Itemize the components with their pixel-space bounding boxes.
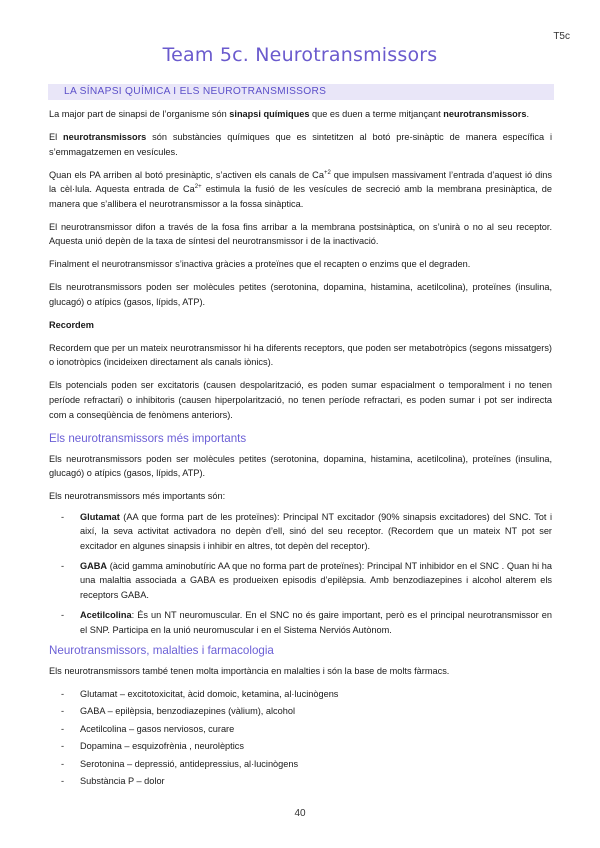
dash-marker: - xyxy=(61,758,65,769)
section-heading-sinapsi: LA SÍNAPSI QUÍMICA I ELS NEUROTRANSMISSORS xyxy=(48,84,554,100)
section-heading-malalties: Neurotransmissors, malalties i farmacologia xyxy=(49,644,274,658)
paragraph-list-intro: Els neurotransmissors més importants són: xyxy=(49,491,226,502)
list-item xyxy=(61,687,552,701)
text-run: GABA – epilèpsia, benzodiazepines (vàlium), alcohol xyxy=(80,706,296,717)
text-run: que impulsen massivament l’entrada d’aquest ió dins la cèl·lula. Aquesta entrada de Ca xyxy=(49,169,552,195)
text-run: Substància P – dolor xyxy=(80,776,165,787)
recordem-label xyxy=(49,318,552,333)
superscript: 2+ xyxy=(194,184,202,191)
paragraph-types: Els neurotransmissors poden ser molècules petites (serotonina, dopamina, histamina, acetilcolina), proteïnes (insulina, glucagó) o atípics (gasos, lípids, ATP). xyxy=(49,282,552,307)
text-run: Quan els PA arriben al botó presinàptic, s’activen els canals de Ca xyxy=(49,169,324,180)
list-item xyxy=(61,739,552,753)
chapter-label: T5c xyxy=(553,31,570,42)
dash-marker: - xyxy=(61,723,65,734)
section-heading-importants: Els neurotransmissors més importants xyxy=(49,431,247,445)
text-run: (àcid gamma aminobutíric AA que no forma part de proteïnes): Principal NT inhibidor en el SNC . Quan hi ha una malaltia associada a GABA es produeixen episodis d’epilèpsia. Amb benzodiazepines i alcohol alterem els receptors GABA. xyxy=(80,561,552,600)
dash-marker: - xyxy=(61,561,65,571)
text-run: : És un NT neuromuscular. En el SNC no és gaire important, però es el principal neurotransmissor en el SNP. Participa en la unió neuromuscular i en el Sistema Nerviós Autònom. xyxy=(80,610,552,635)
bold-term: neurotransmissors xyxy=(443,109,527,119)
list-item xyxy=(61,774,552,788)
paragraph-types-2: Els neurotransmissors poden ser molècules petites (serotonina, dopamina, histamina, acetilcolina), proteïnes (insulina, glucagó) o atípics (gasos, lípids, ATP). xyxy=(49,453,552,479)
dash-marker: - xyxy=(61,689,65,700)
bold-term: Glutamat xyxy=(80,511,120,522)
bold-term: GABA xyxy=(80,561,108,571)
list-item-glutamat xyxy=(61,510,552,553)
list-item xyxy=(61,704,552,718)
page-title: Team 5c. Neurotransmissors xyxy=(162,44,438,66)
dash-marker: - xyxy=(61,706,65,717)
text-run: estimula la fusió de les vesícules de secreció amb la membrana presinàptica, de manera que s’allibera el neurotransmissor a la fossa sinàptica. xyxy=(49,184,552,209)
list-item-gaba xyxy=(61,559,552,602)
paragraph-definition xyxy=(49,130,552,159)
list-item xyxy=(61,722,552,736)
superscript: +2 xyxy=(323,169,331,176)
bold-term: Acetilcolina xyxy=(80,610,132,621)
list-item xyxy=(61,757,552,771)
paragraph-malalties-intro: Els neurotransmissors també tenen molta importància en malalties i són la base de molts fàrmacs. xyxy=(49,666,450,677)
text-run: . xyxy=(526,109,530,119)
dash-marker: - xyxy=(61,741,65,752)
text-run: El xyxy=(49,131,64,142)
dash-marker: - xyxy=(61,610,65,621)
paragraph-receptors: Recordem que per un mateix neurotransmissor hi ha diferents receptors, que poden ser metabotròpics (segons missatgers) o ionotròpics (incideixen directament als canals iònics). xyxy=(49,342,552,368)
text-run: són substàncies químiques que es sintetitzen al botó pre-sinàptic de manera específica i s’emmagatzemen en vesícules. xyxy=(49,131,552,157)
list-item-acetilcolina xyxy=(61,608,552,637)
paragraph-intro xyxy=(49,107,552,122)
text-run: Glutamat – excitotoxicitat, àcid domoic, ketamina, al·lucinògens xyxy=(80,689,339,700)
important-nt-list xyxy=(61,510,552,637)
bold-term: sinapsi químiques xyxy=(229,109,310,119)
paragraph-diffusion: El neurotransmissor difon a través de la fosa fins arribar a la membrana postsinàptica, on s’unirà o no al seu receptor. Aquesta unió depèn de la taxa de síntesi del neurotransmissor i de la inactivació. xyxy=(49,221,552,247)
dash-marker: - xyxy=(61,776,65,787)
paragraph-inactivation: Finalment el neurotransmissor s’inactiva gràcies a proteïnes que el recapten o enzims que el degraden. xyxy=(49,259,471,270)
bold-term: neurotransmissors xyxy=(63,131,147,142)
diseases-list xyxy=(61,687,552,788)
text-run: La major part de sinapsi de l’organisme són xyxy=(49,109,230,119)
text-run: Serotonina – depressió, antidepressius, al·lucinògens xyxy=(80,758,299,769)
paragraph-potentials: Els potencials poden ser excitatoris (causen despolarització, es poden sumar espacialment o temporalment i no tenen període refractari) o inhibitoris (causen hiperpolarització, no tenen període refractari, es poden sumar i pot ser indirecta com a conseqüència de fenòmens anteriors). xyxy=(49,380,552,420)
dash-marker: - xyxy=(61,511,65,522)
text-run: (AA que forma part de les proteïnes): Principal NT excitador (90% sinapsis excitadores) del SNC. Tot i així, la seva activitat activadora no depèn d’ell, sinó del seu receptor. (Recordem que un mateix NT pot ser excitador en algunes sinapsis i inhibir en altres, tot depèn del receptor). xyxy=(80,511,552,551)
text-run: Dopamina – esquizofrènia , neurolèptics xyxy=(80,741,244,752)
document-body xyxy=(49,107,552,794)
paragraph-calcium xyxy=(49,168,552,212)
bold-label: Recordem xyxy=(49,319,94,330)
page-number: 40 xyxy=(294,808,306,819)
text-run: que es duen a terme mitjançant xyxy=(309,109,444,119)
text-run: Acetilcolina – gasos nerviosos, curare xyxy=(80,723,235,734)
